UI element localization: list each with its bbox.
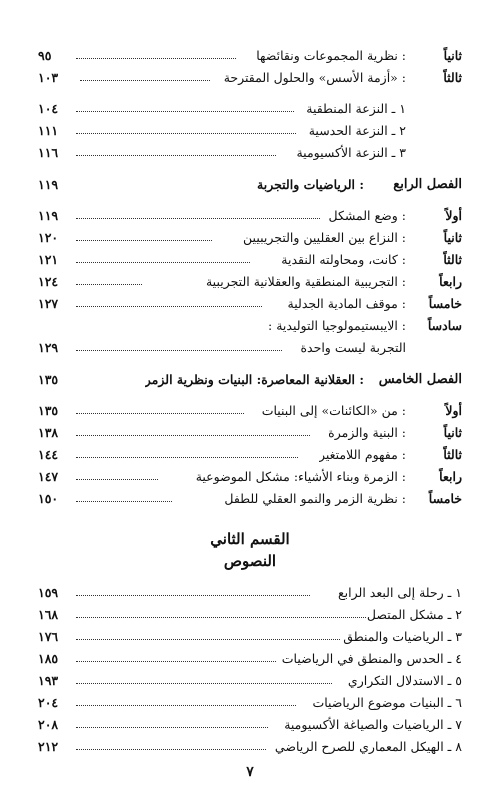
entry-page: ١٧٦ xyxy=(38,629,59,644)
toc-entry xyxy=(38,468,462,486)
dot-leader xyxy=(76,595,310,596)
entry-title: : كانت، ومحاولته النقدية xyxy=(281,252,406,267)
entry-title: ٤ ـ الحدس والمنطق في الرياضيات xyxy=(281,651,462,666)
chapter-heading xyxy=(38,371,462,389)
entry-ordinal: ثانياً xyxy=(443,425,462,440)
entry-page: ١٢٤ xyxy=(38,274,59,289)
toc-entry xyxy=(38,446,462,464)
dot-leader xyxy=(76,240,212,241)
entry-page: ١٢٠ xyxy=(38,230,59,245)
dot-leader xyxy=(76,639,340,640)
dot-leader xyxy=(76,479,158,480)
dot-leader xyxy=(76,262,250,263)
dot-leader xyxy=(76,749,266,750)
toc-entry xyxy=(38,251,462,269)
toc-text-entry xyxy=(38,584,462,602)
dot-leader xyxy=(76,617,366,618)
toc-entry xyxy=(38,490,462,508)
toc-text-entry xyxy=(38,606,462,624)
entry-title: ٥ ـ الاستدلال التكراري xyxy=(347,673,462,688)
dot-leader xyxy=(76,683,332,684)
dot-leader xyxy=(80,80,210,81)
entry-title: : «أزمة الأسس» والحلول المقترحة xyxy=(223,70,406,85)
chapter-title: : الرياضيات والتجربة xyxy=(257,177,364,192)
dot-leader xyxy=(76,661,276,662)
chapter-heading xyxy=(38,176,462,194)
entry-page: ٩٥ xyxy=(38,48,52,63)
toc-entry xyxy=(38,424,462,442)
chapter-label: الفصل الخامس xyxy=(378,372,462,387)
entry-page: ١٥٠ xyxy=(38,491,59,506)
entry-title: : النزاع بين العقليين والتجريبيين xyxy=(243,230,406,245)
toc-text-entry xyxy=(38,650,462,668)
entry-page: ١٢١ xyxy=(38,252,59,267)
entry-title: : نظرية الزمر والنمو العقلي للطفل xyxy=(224,491,406,506)
entry-page: ١١٦ xyxy=(38,145,59,160)
entry-ordinal: رابعاً xyxy=(439,274,462,289)
dot-leader xyxy=(76,306,262,307)
entry-page: ٢١٢ xyxy=(38,739,59,754)
entry-title: ١ ـ النزعة المنطقية xyxy=(306,101,406,116)
entry-title: : من «الكائنات» إلى البنيات xyxy=(261,403,406,418)
entry-title: : وضع المشكل xyxy=(328,208,406,223)
toc-text-entry xyxy=(38,628,462,646)
entry-page: ١٣٨ xyxy=(38,425,59,440)
entry-ordinal: أولاً xyxy=(445,403,462,418)
entry-ordinal: أولاً xyxy=(445,208,462,223)
dot-leader xyxy=(76,218,320,219)
entry-ordinal: خامساً xyxy=(428,491,462,506)
entry-page: ١٦٨ xyxy=(38,607,59,622)
toc-entry xyxy=(38,229,462,247)
entry-page: ١٤٧ xyxy=(38,469,59,484)
chapter-title: : العقلانية المعاصرة: البنيات ونظرية الزمر xyxy=(144,372,364,387)
toc-entry xyxy=(38,317,462,335)
entry-title: التجربة ليست واحدة xyxy=(300,340,406,355)
chapter-label: الفصل الرابع xyxy=(393,177,462,192)
entry-title: : الزمرة وبناء الأشياء: مشكل الموضوعية xyxy=(195,469,406,484)
entry-ordinal: ثالثاً xyxy=(443,447,462,462)
entry-page: ١١٩ xyxy=(38,208,59,223)
entry-title: ٣ ـ الرياضيات والمنطق xyxy=(343,629,462,644)
toc-entry xyxy=(38,295,462,313)
entry-title: ٢ ـ النزعة الحدسية xyxy=(308,123,406,138)
entry-title: ٦ ـ البنيات موضوع الرياضيات xyxy=(312,695,462,710)
dot-leader xyxy=(76,111,294,112)
dot-leader xyxy=(76,501,172,502)
entry-page: ١٨٥ xyxy=(38,651,59,666)
entry-page: ١٣٥ xyxy=(38,403,59,418)
entry-title: ١ ـ رحلة إلى البعد الرابع xyxy=(338,585,462,600)
entry-ordinal: ثالثاً xyxy=(443,252,462,267)
dot-leader xyxy=(76,58,236,59)
toc-text-entry xyxy=(38,738,462,756)
entry-page: ٢٠٤ xyxy=(38,695,59,710)
toc-text-entry xyxy=(38,716,462,734)
entry-ordinal: ثانياً xyxy=(443,48,462,63)
toc-subentry xyxy=(38,144,462,162)
toc-entry xyxy=(38,339,462,357)
dot-leader xyxy=(76,435,310,436)
section-heading: القسم الثاني xyxy=(210,530,290,548)
toc-subentry xyxy=(38,122,462,140)
dot-leader xyxy=(76,133,296,134)
toc-entry xyxy=(38,47,462,65)
toc-subentry xyxy=(38,100,462,118)
entry-page: ١٢٩ xyxy=(38,340,59,355)
toc-entry xyxy=(38,402,462,420)
entry-title: : البنية والزمرة xyxy=(328,425,406,440)
entry-title: ٧ ـ الرياضيات والصياغة الأكسيومية xyxy=(284,717,462,732)
entry-title: ٢ ـ مشكل المتصل xyxy=(366,607,462,622)
entry-page: ١١١ xyxy=(38,123,59,138)
dot-leader xyxy=(76,727,268,728)
dot-leader xyxy=(76,457,298,458)
entry-ordinal: ثانياً xyxy=(443,230,462,245)
page-number: ٧ xyxy=(246,764,254,780)
entry-ordinal: خامساً xyxy=(428,296,462,311)
toc-entry xyxy=(38,69,462,87)
entry-page: ١٩٣ xyxy=(38,673,59,688)
entry-title: : التجريبية المنطقية والعقلانية التجريبية xyxy=(205,274,406,289)
entry-title: : الايبستيمولوجيا التوليدية : xyxy=(268,318,406,333)
toc-text-entry xyxy=(38,694,462,712)
entry-ordinal: ثالثاً xyxy=(443,70,462,85)
dot-leader xyxy=(76,284,142,285)
entry-title: : مفهوم اللامتغير xyxy=(318,447,406,462)
entry-title: ٨ ـ الهيكل المعماري للصرح الرياضي xyxy=(274,739,462,754)
entry-page: ١٤٤ xyxy=(38,447,59,462)
entry-ordinal: سادساً xyxy=(427,318,462,333)
entry-page: ١٠٣ xyxy=(38,70,59,85)
dot-leader xyxy=(76,413,244,414)
entry-title: : نظرية المجموعات ونقائضها xyxy=(256,48,406,63)
chapter-page: ١٣٥ xyxy=(38,372,59,387)
entry-title: ٣ ـ النزعة الأكسيومية xyxy=(296,145,406,160)
dot-leader xyxy=(76,155,276,156)
section-subheading: النصوص xyxy=(223,552,277,570)
entry-ordinal: رابعاً xyxy=(439,469,462,484)
entry-page: ١٠٤ xyxy=(38,101,59,116)
toc-text-entry xyxy=(38,672,462,690)
entry-page: ١٢٧ xyxy=(38,296,59,311)
toc-entry xyxy=(38,273,462,291)
dot-leader xyxy=(76,705,296,706)
entry-page: ١٥٩ xyxy=(38,585,59,600)
entry-title: : موقف المادية الجدلية xyxy=(287,296,406,311)
toc-entry xyxy=(38,207,462,225)
entry-page: ٢٠٨ xyxy=(38,717,59,732)
chapter-page: ١١٩ xyxy=(38,177,59,192)
dot-leader xyxy=(76,350,282,351)
